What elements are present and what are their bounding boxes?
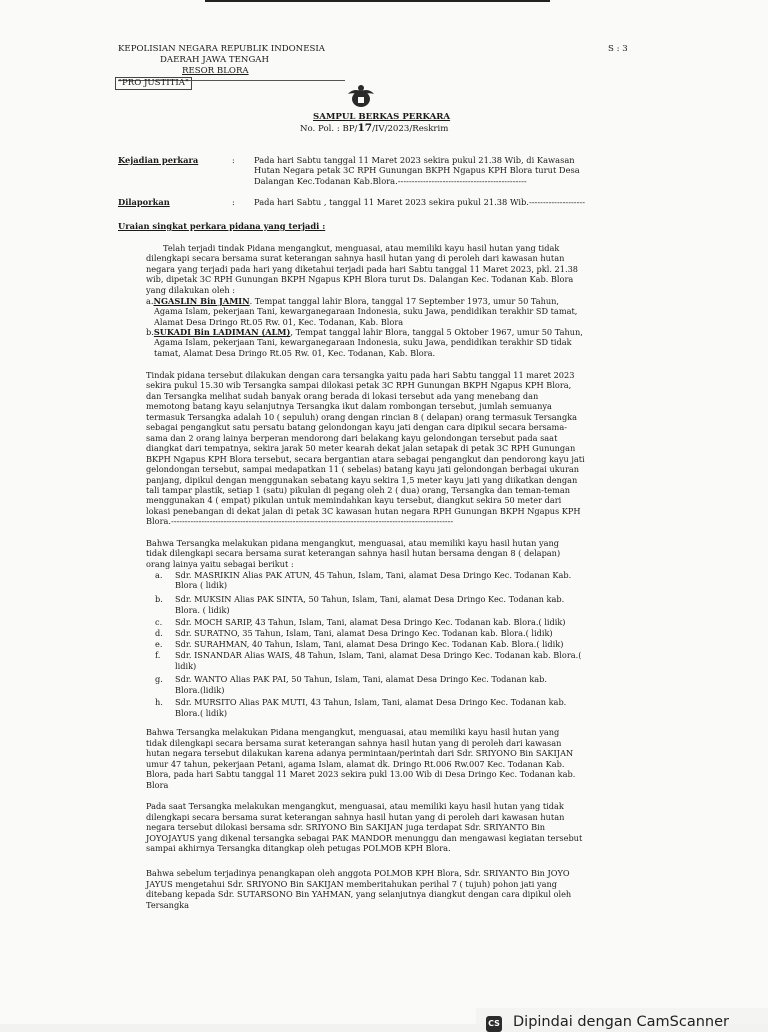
- paragraph-line: Blora.------------------------------------------------------------------------------------------------------: [146, 516, 454, 527]
- list-item: [155, 594, 564, 604]
- list-line: Sdr. SURATNO, 35 Tahun, Islam, Tani, alamat Desa Dringo Kec. Todanan kab. Blora.( lidik): [175, 628, 553, 638]
- suspect-line: . Tempat tanggal lahir Blora, tanggal 17 September 1973, umur 50 Tahun,: [249, 296, 560, 306]
- list-line: Sdr. ISNANDAR Alias WAIS, 48 Tahun, Islam, Tani, alamat Desa Dringo Kec. Todanan kab. Blora.(: [175, 650, 582, 660]
- suspect-name: NGASLIN Bin JAMIN: [153, 296, 250, 306]
- list-line: lidik): [175, 661, 197, 671]
- supervision-paragraph: [146, 801, 582, 854]
- paragraph-line: lokasi penebangan di dekat jalan di petak 3C kawasan hutan negara RPH Gunungan BKPH Ngapus KPH: [146, 505, 581, 516]
- case-number-prefix: No. Pol. : BP/: [300, 124, 358, 134]
- paragraph-line: sekira pukul 15.30 wib Tersangka sampai dilokasi petak 3C RPH Gunungan BKPH Ngapus KPH Blora,: [146, 380, 572, 391]
- modus-paragraph: [146, 370, 585, 527]
- list-marker: c.: [155, 617, 163, 627]
- accomplices-intro: [146, 538, 560, 569]
- list-marker: h.: [155, 697, 163, 707]
- paragraph-line: hutan negara tersebut dilakukan karena adanya permintaan/perintah dari Sdr. SRIYONO Bin SAKIJAN: [146, 748, 574, 759]
- police-emblem-icon: [345, 84, 377, 110]
- suspect-line: Alamat Desa Dringo Rt.05 Rw. 01, Kec. Todanan, Kab. Blora: [154, 316, 404, 327]
- list-line: Blora.( lidik): [175, 708, 228, 718]
- suspect-line: tamat, Alamat Desa Dringo Rt.05 Rw. 01, Kec. Todanan, Kab. Blora.: [154, 347, 436, 358]
- paragraph-line: sama dan 2 orang lainya berperan mendorong dari belakang kayu gelondongan tersebut pada saat: [146, 432, 558, 443]
- list-line: Sdr. MURSITO Alias PAK MUTI, 43 Tahun, Islam, Tani, alamat Desa Dringo Kec. Todanan kab.: [175, 697, 567, 707]
- suspect-a: [146, 296, 577, 327]
- dilaporkan-colon: :: [232, 197, 235, 207]
- case-number-suffix: /IV/2023/Reskrim: [372, 124, 449, 134]
- camscanner-icon: CS: [486, 1016, 502, 1032]
- paragraph-line: JAYUS mengetahui Sdr. SRIYONO Bin SAKIJAN memberitahukan perihal 7 ( tujuh) pohon jati yang: [146, 878, 557, 889]
- list-marker: f.: [155, 650, 161, 660]
- paragraph-line: dan Tersangka melihat sudah banyak orang berada di lokasi tersebut ada yang menebang dan: [146, 390, 539, 401]
- list-marker: g.: [155, 674, 163, 684]
- paragraph-line: panjang, dipikul dengan menggunakan sebatang kayu sekira 1,5 meter kayu jati yang diikatkan dengan: [146, 474, 578, 485]
- paragraph-line: tidak dilengkapi secara bersama surat keterangan sahnya hasil hutan yang di peroleh dari kawasan: [146, 737, 562, 748]
- list-item: [155, 697, 566, 707]
- intro-line: Telah terjadi tindak Pidana mengangkut, menguasai, atau memiliki kayu hasil hutan yang tidak: [163, 243, 560, 253]
- case-number: [300, 123, 448, 135]
- intro-line: negara yang terjadi pada hari yang diketahui terjadi pada hari Sabtu tanggal 11 Maret 2023, pkl. 21.38: [146, 263, 578, 274]
- page-code: S : 3: [608, 44, 628, 54]
- suspect-name: SUKADI Bin LADIMAN (ALM): [153, 327, 291, 337]
- kejadian-line: Dalangan Kec.Todanan Kab.Blora.----------------------------------------------: [254, 175, 527, 186]
- paragraph-line: dilengkapi secara bersama surat keterangan sahnya hasil hutan yang di peroleh dari kawasan hutan: [146, 811, 565, 822]
- paragraph-line: Bahwa Tersangka melakukan Pidana mengangkut, menguasai, atau memiliki kayu hasil hutan yang: [146, 727, 560, 737]
- list-line: Sdr. MASRIKIN Alias PAK ATUN, 45 Tahun, Islam, Tani, alamat Desa Dringo Kec. Todanan Kab.: [175, 570, 572, 580]
- list-line: Sdr. WANTO Alias PAK PAI, 50 Tahun, Islam, Tani, alamat Desa Dringo Kec. Todanan kab.: [175, 674, 547, 684]
- paragraph-line: gelondongan tersebut, sampai medapatkan 11 ( sebelas) batang kayu jati gelondongan berbagai ukuran: [146, 464, 580, 475]
- list-marker: e.: [155, 639, 163, 649]
- intro-line: wib, dipetak 3C RPH Gunungan BKPH Ngapus KPH Blora turut Ds. Dalangan Kec. Todanan Kab. Blora: [146, 274, 574, 285]
- list-line: Sdr. MUKSIN Alias PAK SINTA, 50 Tahun, Islam, Tani, alamat Desa Dringo Kec. Todanan kab.: [175, 594, 565, 604]
- paragraph-line: tali tampar plastik, setiap 1 (satu) pikulan di pegang oleh 2 ( dua) orang, Tersangka dan teman-teman: [146, 484, 571, 495]
- paragraph-line: diangkat dari tempatnya, sekira jarak 50 meter kearah dekat jalan setapak di petak 3C RPH Gunungan: [146, 443, 576, 454]
- suspect-line: Agama Islam, pekerjaan Tani, kewarganegaraan Indonesia, suku Jawa, pendidikan terakhir SD tamat,: [154, 306, 578, 317]
- paragraph-line: termasuk Tersangka adalah 10 ( sepuluh) orang dengan rincian 8 ( delapan) orang termasuk Tersangka: [146, 411, 578, 422]
- paragraph-line: Blora: [146, 779, 169, 790]
- paragraph-line: Bahwa sebelum terjadinya penangkapan oleh anggota POLMOB KPH Blora, Sdr. SRIYANTO Bin JOYO: [146, 868, 570, 878]
- list-line: Blora. ( lidik): [175, 605, 230, 615]
- camscanner-watermark: Dipindai dengan CamScanner: [513, 1014, 730, 1030]
- arrest-paragraph: [146, 868, 571, 910]
- paragraph-line: negara tersebut dilokasi bersama sdr. SRIYONO Bin SAKIJAN juga terdapat Sdr. SRIYANTO Bin: [146, 822, 546, 832]
- list-item: [155, 570, 571, 580]
- paragraph-line: sebagai pengangkut satu persatu batang gelondongan kayu jati dengan cara dipikul secara bersama-: [146, 422, 567, 433]
- kejadian-text: [254, 155, 580, 186]
- kejadian-colon: :: [232, 155, 235, 165]
- paragraph-line: Tindak pidana tersebut dilakukan dengan cara tersangka yaitu pada hari Sabtu tanggal 11 maret 2023: [146, 370, 575, 380]
- kejadian-line: Pada hari Sabtu tanggal 11 Maret 2023 sekira pukul 21.38 Wib, di Kawasan: [254, 155, 575, 165]
- list-item: [155, 639, 563, 649]
- list-marker: d.: [155, 628, 163, 638]
- paragraph-line: memotong batang kayu selanjutnya Tersangka ikut dalam rombongan tersebut, jumlah semuanya: [146, 401, 552, 412]
- paragraph-line: orang lainya yaitu sebagai berikut :: [146, 558, 294, 569]
- paragraph-line: Tersangka: [146, 899, 190, 910]
- suspect-line: , Tempat tanggal lahir Blora, tanggal 5 Oktober 1967, umur 50 Tahun,: [290, 327, 583, 337]
- paragraph-line: sampai akhirnya Tersangka ditangkap oleh petugas POLMOB KPH Blora.: [146, 843, 451, 853]
- list-line: Blora.(lidik): [175, 685, 225, 695]
- intro-line: dilengkapi secara bersama surat keterangan sahnya hasil hutan yang di peroleh dari kawasan hutan: [146, 253, 565, 264]
- suspect-line: Agama Islam, pekerjaan Tani, kewarganegaraan Indonesia, suku Jawa, pendidikan terakhir SD tidak: [154, 337, 572, 348]
- paragraph-line: Pada saat Tersangka melakukan mengangkut, menguasai, atau memiliki kayu hasil hutan yang tidak: [146, 801, 564, 811]
- paragraph-line: BKPH Ngapus KPH Blora tersebut, secara bergantian atara sebagai pengangkut dan pendorong kayu jati: [146, 453, 585, 464]
- document-title: SAMPUL BERKAS PERKARA: [313, 112, 451, 122]
- case-number-value: 17: [357, 122, 373, 134]
- list-line: Sdr. SURAHMAN, 40 Tahun, Islam, Tani, alamat Desa Dringo Kec. Todanan Kab. Blora.( lidik): [175, 639, 564, 649]
- suspect-b: [146, 327, 583, 358]
- header-region: DAERAH JAWA TENGAH: [160, 55, 270, 65]
- paragraph-line: ditebang kepada Sdr. SUTARSONO Bin YAHMAN, yang selanjutnya diangkut dengan cara dipikul oleh: [146, 889, 572, 899]
- uraian-intro: [146, 243, 578, 295]
- list-marker: a.: [155, 570, 163, 580]
- pro-justitia-label: "PRO JUSTITIA": [115, 77, 192, 90]
- dilaporkan-text: Pada hari Sabtu , tanggal 11 Maret 2023 sekira pukul 21.38 Wib.--------------------: [254, 197, 586, 207]
- list-line: Sdr. MOCH SARIP, 43 Tahun, Islam, Tani, alamat Desa Dringo Kec. Todanan kab. Blora.( lidik): [175, 617, 566, 627]
- list-item: [155, 628, 553, 638]
- list-item: [155, 674, 547, 684]
- paragraph-line: Blora, pada hari Sabtu tanggal 11 Maret 2023 sekira pukl 13.00 Wib di Desa Dringo Kec. Todanan kab.: [146, 769, 576, 780]
- suspect-marker: b.: [146, 327, 154, 337]
- dilaporkan-label: Dilaporkan: [118, 197, 170, 207]
- header-resort: RESOR BLORA: [182, 66, 249, 76]
- list-item: [155, 617, 566, 627]
- uraian-heading: Uraian singkat perkara pidana yang terjadi :: [118, 221, 326, 231]
- instruction-paragraph: [146, 727, 575, 791]
- list-item: [155, 650, 581, 660]
- kejadian-line: Hutan Negara petak 3C RPH Gunungan BKPH Ngapus KPH Blora turut Desa: [254, 165, 580, 176]
- paragraph-line: menggunakan 4 ( empat) pikulan untuk memindahkan kayu tersebut, diangkut sekira 50 meter dari: [146, 495, 562, 506]
- kejadian-label: Kejadian perkara: [118, 155, 199, 165]
- paragraph-line: umur 47 tahun, pekerjaan Petani, agama Islam, alamat dk. Dringo Rt.006 Rw.007 Kec. Todanan Kab.: [146, 758, 565, 769]
- list-marker: b.: [155, 594, 163, 604]
- paragraph-line: tidak dilengkapi secara bersama surat keterangan sahnya hasil hutan bersama dengan 8 ( delapan): [146, 548, 561, 559]
- paragraph-line: Bahwa Tersangka melakukan pidana mengangkut, menguasai, atau memiliki kayu hasil hutan yang: [146, 538, 560, 548]
- list-line: Blora ( lidik): [175, 580, 228, 590]
- intro-line: yang dilakukan oleh :: [146, 284, 235, 295]
- paragraph-line: JOYOJAYUS yang dikenal tersangka sebagai PAK MANDOR menunggu dan mengawasi kegiatan tersebut: [146, 832, 583, 843]
- header-institution: KEPOLISIAN NEGARA REPUBLIK INDONESIA: [118, 44, 325, 54]
- suspect-marker: a.: [146, 296, 154, 306]
